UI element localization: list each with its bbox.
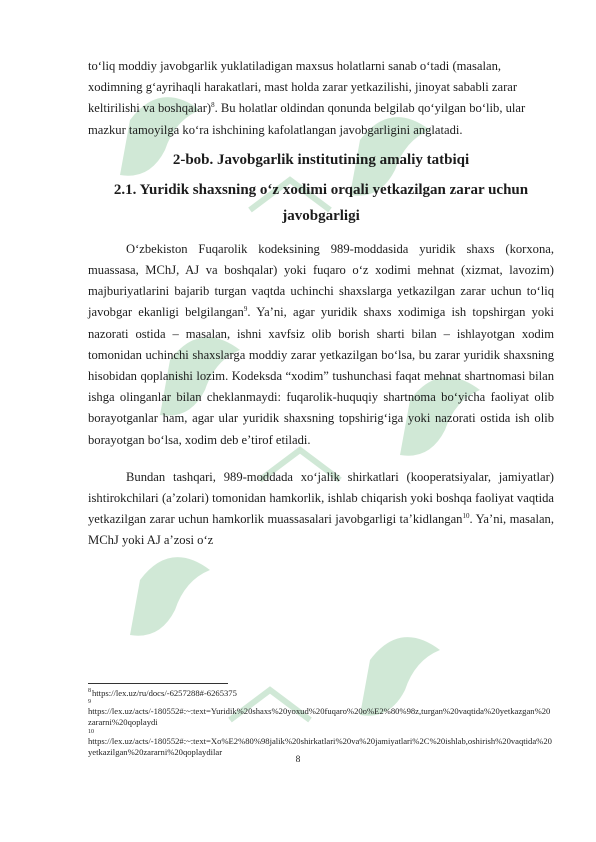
paragraph-1-text: O‘zbekiston Fuqarolik kodeksining 989-moddasida yuridik shaxs (korxona, muassasa, MChJ, AJ va boshqalar) yoki fuqaro o‘z xodimi mehnat (xizmat, lavozim) majburiyatlarini bajarib turgan vaqtda uchinchi shaxslarga yetkazilgan zarar uchun to‘liq javobgar ekanligi belgilangan — [88, 241, 554, 320]
paragraph-article-989 — [88, 239, 554, 451]
footnote-link[interactable]: https://lex.uz/ru/docs/-6257288#-6265375 — [92, 688, 237, 698]
footnote-link[interactable]: https://lex.uz/acts/-180552#:~:text=Xo%E2%80%98jalik%20shirkatlari%20va%20jamiyatlari%2C%20ishlab,oshirish%20vaqtida%20yetkazilgan%20zararni%20qoplaydilar — [88, 735, 552, 757]
footnote-ref-9[interactable]: 9 — [243, 305, 248, 314]
footnote-ref-10[interactable]: 10 — [462, 512, 470, 521]
footnote-number: 8 — [88, 688, 91, 695]
section-title: 2.1. Yuridik shaxsning o‘z xodimi orqali yetkazilgan zarar uchun javobgarligi — [113, 181, 529, 224]
page-body — [88, 56, 554, 552]
chapter-title: 2-bob. Javobgarlik institutining amaliy tatbiqi — [172, 151, 470, 168]
footnote-ref-8[interactable]: 8 — [211, 101, 215, 110]
intro-tail-text: . Bu holatlar oldindan qonunda belgilab qo‘yilgan bo‘lib, ular mazkur tamoyilga ko‘ra ishchining kafolatlangan javobgarligini anglatadi. — [88, 101, 526, 137]
paragraph-partnerships — [88, 467, 554, 552]
intro-text: to‘liq moddiy javobgarlik yuklatiladigan maxsus holatlarni sanab o‘tadi (masalan, xodimning g‘ayrihaqli harakatlari, mast holda zarar yetkazilishi, jinoyat sababli zarar keltirilishi va boshqalar) — [88, 59, 518, 116]
footnote-separator — [88, 683, 228, 684]
footnote-8 — [88, 688, 554, 699]
paragraph-2-tail: . Ya’ni, masalan, MChJ yoki AJ a’zosi o‘z — [88, 512, 555, 548]
footnote-10 — [88, 729, 554, 758]
footnotes-section — [88, 688, 554, 758]
paragraph-1-tail: . Ya’ni, agar yuridik shaxs xodimiga ish topshirgan yoki nazorati ostida – masalan, ishni xavfsiz olib borish sharti bilan – ishlayotgan xodim tomonidan uchinchi shaxslarga moddiy zarar yetkazilgan bo‘lsa, bu zarar yuridik shaxsning hisobidan qoplanishi lozim. Kodeksda “xodim” tushunchasi faqat mehnat shartnomasi bilan ishga olinganlar bilan cheklanmaydi: fuqarolik-huquqiy shartnoma bo‘yicha faoliyat olib borayotganlar ham, agar ular yuridik shaxsning topshirig‘iga yoki nazorati ostida ish olib borayotgan bo‘lsa, xodim deb e’tirof etiladi. — [88, 305, 554, 447]
footnote-number: 9 — [88, 699, 91, 706]
footnote-link[interactable]: https://lex.uz/acts/-180552#:~:text=Yuridik%20shaxs%20yoxud%20fuqaro%20o%E2%80%98z,turgan%20vaqtida%20yetkazgan%20zararni%20qoplaydi — [88, 706, 551, 728]
paragraph-2-text: Bundan tashqari, 989-moddada xo‘jalik shirkatlari (kooperatsiyalar, jamiyatlar) ishtirokchilari (a’zolari) tomonidan hamkorlik, ishlab chiqarish yoki boshqa faoliyat vaqtida yetkazilgan zarar uchun hamkorlik muassasalari javobgarligi ta’kidlangan — [88, 469, 554, 527]
page-number: 8 — [295, 755, 301, 765]
footnote-number: 10 — [88, 728, 94, 735]
footnote-9 — [88, 699, 554, 728]
intro-paragraph — [88, 56, 554, 141]
